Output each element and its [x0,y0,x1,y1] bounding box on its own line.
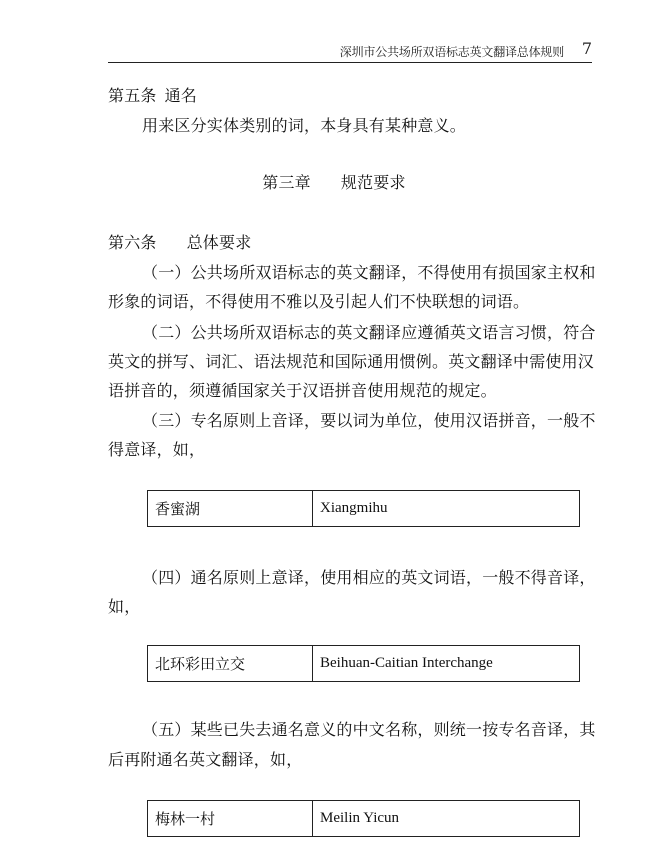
article-5-number: 第五条 [108,86,157,105]
article-6-line-7: 得意译，如， [108,440,206,459]
table-row [148,801,580,837]
table-row [148,646,580,682]
running-header [108,38,592,63]
article-6-line-10: （五）某些已失去通名意义的中文名称，则统一按专名音译，其 [142,720,596,739]
article-6-heading [108,233,251,253]
article-5-definition: 用来区分实体类别的词，本身具有某种意义。 [142,116,467,135]
article-5-title: 通名 [164,86,198,105]
article-6-number: 第六条 [108,233,157,252]
article-6-line-9: 如， [108,597,141,616]
page-number: 7 [581,39,592,58]
chapter-3-heading [0,173,668,193]
article-6-line-11: 后再附通名英文翻译，如， [108,750,303,769]
article-6-line-6: （三）专名原则上音译，要以词为单位，使用汉语拼音，一般不 [142,411,596,430]
example-english-cell: Xiangmihu [313,491,580,527]
article-6-line-3: （二）公共场所双语标志的英文翻译应遵循英文语言习惯，符合 [142,323,596,342]
article-6-line-2: 形象的词语，不得使用不雅以及引起人们不快联想的词语。 [108,292,530,311]
example-table-1 [147,490,580,527]
article-6-line-8: （四）通名原则上意译，使用相应的英文词语，一般不得音译， [142,568,596,587]
article-6-line-4: 英文的拼写、词汇、语法规范和国际通用惯例。英文翻译中需使用汉 [108,352,595,371]
example-chinese-cell: 梅林一村 [148,801,313,837]
article-6-line-1: （一）公共场所双语标志的英文翻译，不得使用有损国家主权和 [142,263,596,282]
article-6-line-5: 语拼音的，须遵循国家关于汉语拼音使用规范的规定。 [108,381,497,400]
running-title: 深圳市公共场所双语标志英文翻译总体规则 [339,45,564,59]
chapter-3-title: 规范要求 [340,173,406,192]
chapter-3-number: 第三章 [262,173,311,192]
example-table-2 [147,645,580,682]
table-row [148,491,580,527]
example-chinese-cell: 北环彩田立交 [148,646,313,682]
article-6-title: 总体要求 [186,233,252,252]
example-table-3 [147,800,580,837]
example-english-cell: Beihuan-Caitian Interchange [313,646,580,682]
article-5-heading [108,86,197,106]
example-english-cell: Meilin Yicun [313,801,580,837]
example-chinese-cell: 香蜜湖 [148,491,313,527]
